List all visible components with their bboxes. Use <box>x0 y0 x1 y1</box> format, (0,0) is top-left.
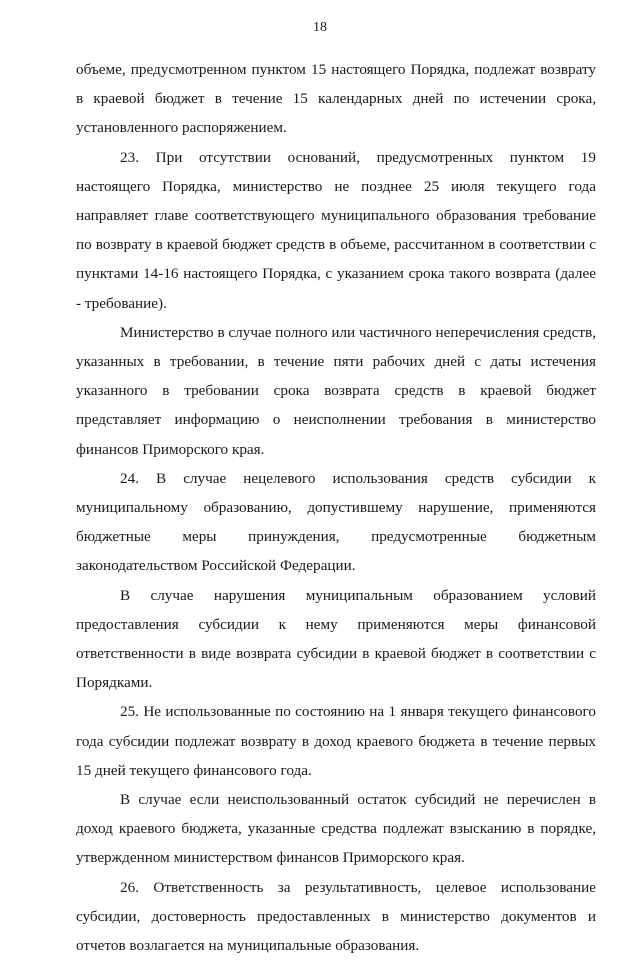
paragraph-item-25: 25. Не использованные по состоянию на 1 января текущего финансового года субсидии подлежат возврату в доход краевого бюджета в течение первых 15 дней текущего финансового года. <box>76 703 596 779</box>
document-body <box>76 55 596 960</box>
page-number: 18 <box>313 20 327 35</box>
paragraph-recovery: В случае если неиспользованный остаток субсидий не перечислен в доход краевого бюджета, указанные средства подлежат взысканию в порядке, утвержденном министерством финансов Приморского края. <box>76 791 596 867</box>
paragraph-item-24: 24. В случае нецелевого использования средств субсидии к муниципальному образованию, допустившему нарушение, применяются бюджетные меры принуждения, предусмотренные бюджетным законодательством Российской Федерации. <box>76 469 596 575</box>
paragraph-ministry-info: Министерство в случае полного или частичного неперечисления средств, указанных в требовании, в течение пяти рабочих дней с даты истечения указанного в требовании срока возврата средств в краевой бюджет представляет информацию о неисполнении требования в министерство финансов Приморского края. <box>76 323 596 458</box>
paragraph-item-23: 23. При отсутствии оснований, предусмотренных пунктом 19 настоящего Порядка, министерство не позднее 25 июля текущего года направляет главе соответствующего муниципального образования требование по возврату в краевой бюджет средств в объеме, рассчитанном в соответствии с пунктами 14-16 настоящего Порядка, с указанием срока такого возврата (далее - требование). <box>76 148 596 312</box>
paragraph-item-26: 26. Ответственность за результативность, целевое использование субсидии, достоверность предоставленных в министерство документов и отчетов возлагается на муниципальные образования. <box>76 878 596 955</box>
paragraph-financial-responsibility: В случае нарушения муниципальным образованием условий предоставления субсидии к нему применяются меры финансовой ответственности в виде возврата субсидии в краевой бюджет в соответствии с Порядками. <box>76 586 596 692</box>
paragraph-continuation: объеме, предусмотренном пунктом 15 настоящего Порядка, подлежат возврату в краевой бюджет в течение 15 календарных дней по истечении срока, установленного распоряжением. <box>76 61 596 137</box>
